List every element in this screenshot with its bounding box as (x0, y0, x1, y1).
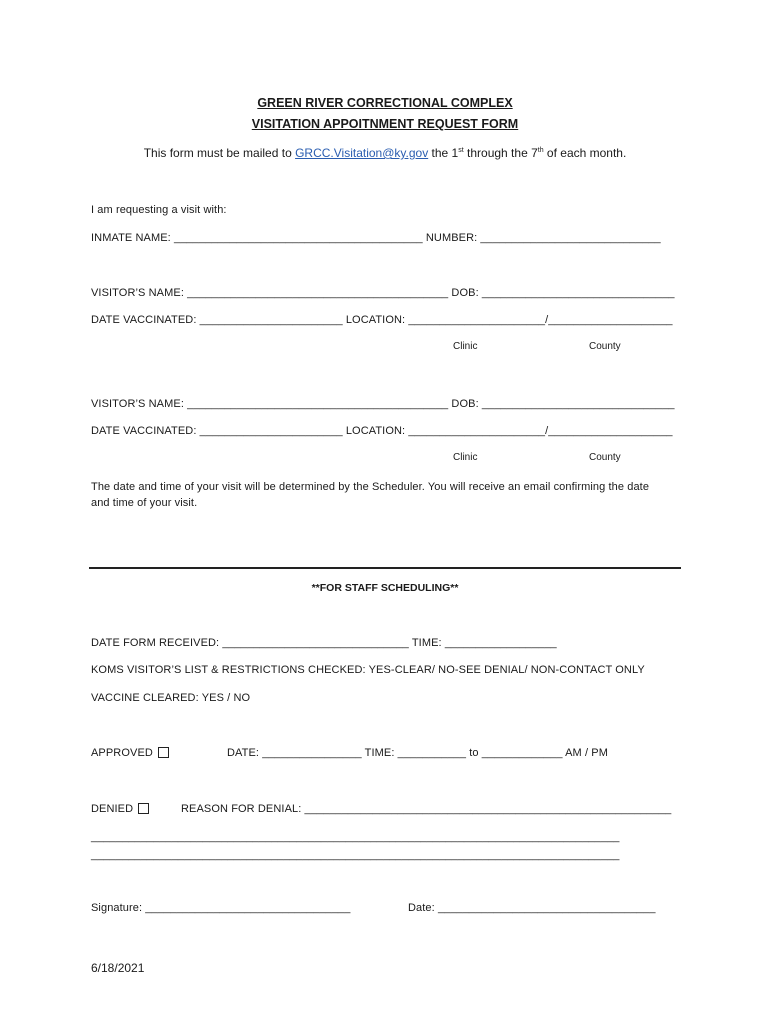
notice-line-1: The date and time of your visit will be determined by the Scheduler. You will receive an email confirming the date (91, 481, 650, 493)
intro-line (0, 146, 770, 160)
visitor-2-county-label: County (589, 452, 621, 463)
section-divider (89, 567, 681, 569)
inmate-name-number-field[interactable]: INMATE NAME: ________________________________________ NUMBER: _____________________________ (91, 232, 661, 244)
intro-text-mid: the 1 (428, 146, 459, 160)
ordinal-th: th (537, 147, 544, 154)
approved-label: APPROVED (91, 747, 153, 759)
visitor-1-vaccination-field[interactable]: DATE VACCINATED: _______________________ LOCATION: ______________________/____________________ (91, 314, 673, 326)
denial-extra-line-1[interactable]: _____________________________________________________________________________________ (91, 831, 620, 843)
approved-checkbox[interactable] (158, 747, 169, 758)
notice-line-2: and time of your visit. (91, 497, 198, 509)
visitor-2-vaccination-field[interactable]: DATE VACCINATED: _______________________ LOCATION: ______________________/____________________ (91, 425, 673, 437)
approved-details-field[interactable]: DATE: ________________ TIME: ___________ to _____________ AM / PM (227, 747, 608, 759)
denial-extra-line-2[interactable]: _____________________________________________________________________________________ (91, 849, 620, 861)
staff-heading: **FOR STAFF SCHEDULING** (311, 582, 459, 594)
signature-date-field[interactable]: Date: ___________________________________ (408, 902, 656, 914)
denied-label: DENIED (91, 803, 134, 815)
footer-date: 6/18/2021 (91, 961, 145, 975)
denied-option[interactable] (91, 803, 149, 815)
request-lead: I am requesting a visit with: (91, 204, 227, 216)
email-link[interactable]: GRCC.Visitation@ky.gov (295, 146, 429, 160)
vaccine-cleared-line: VACCINE CLEARED: YES / NO (91, 692, 251, 704)
visitor-1-name-dob-field[interactable]: VISITOR’S NAME: __________________________________________ DOB: _______________________________ (91, 287, 675, 299)
visitor-1-clinic-label: Clinic (453, 341, 478, 352)
visitor-2-name-dob-field[interactable]: VISITOR’S NAME: __________________________________________ DOB: _______________________________ (91, 398, 675, 410)
koms-check-line: KOMS VISITOR’S LIST & RESTRICTIONS CHECKED: YES-CLEAR/ NO-SEE DENIAL/ NON-CONTACT ONLY (91, 664, 645, 676)
intro-text-start: This form must be mailed to (143, 146, 296, 160)
denied-checkbox[interactable] (138, 803, 149, 814)
denial-reason-field[interactable]: REASON FOR DENIAL: ___________________________________________________________ (181, 803, 672, 815)
visitor-1-county-label: County (589, 341, 621, 352)
ordinal-st: st (458, 147, 464, 154)
intro-text-through: through the 7 (463, 146, 538, 160)
visitor-2-clinic-label: Clinic (453, 452, 478, 463)
signature-field[interactable]: Signature: _________________________________ (91, 902, 351, 914)
form-title: GREEN RIVER CORRECTIONAL COMPLEX (257, 96, 513, 110)
approved-option[interactable] (91, 747, 169, 759)
form-subtitle: VISITATION APPOITNMENT REQUEST FORM (251, 117, 519, 131)
intro-text-end: of each month. (543, 146, 627, 160)
date-received-time-field[interactable]: DATE FORM RECEIVED: ______________________________ TIME: __________________ (91, 637, 557, 649)
